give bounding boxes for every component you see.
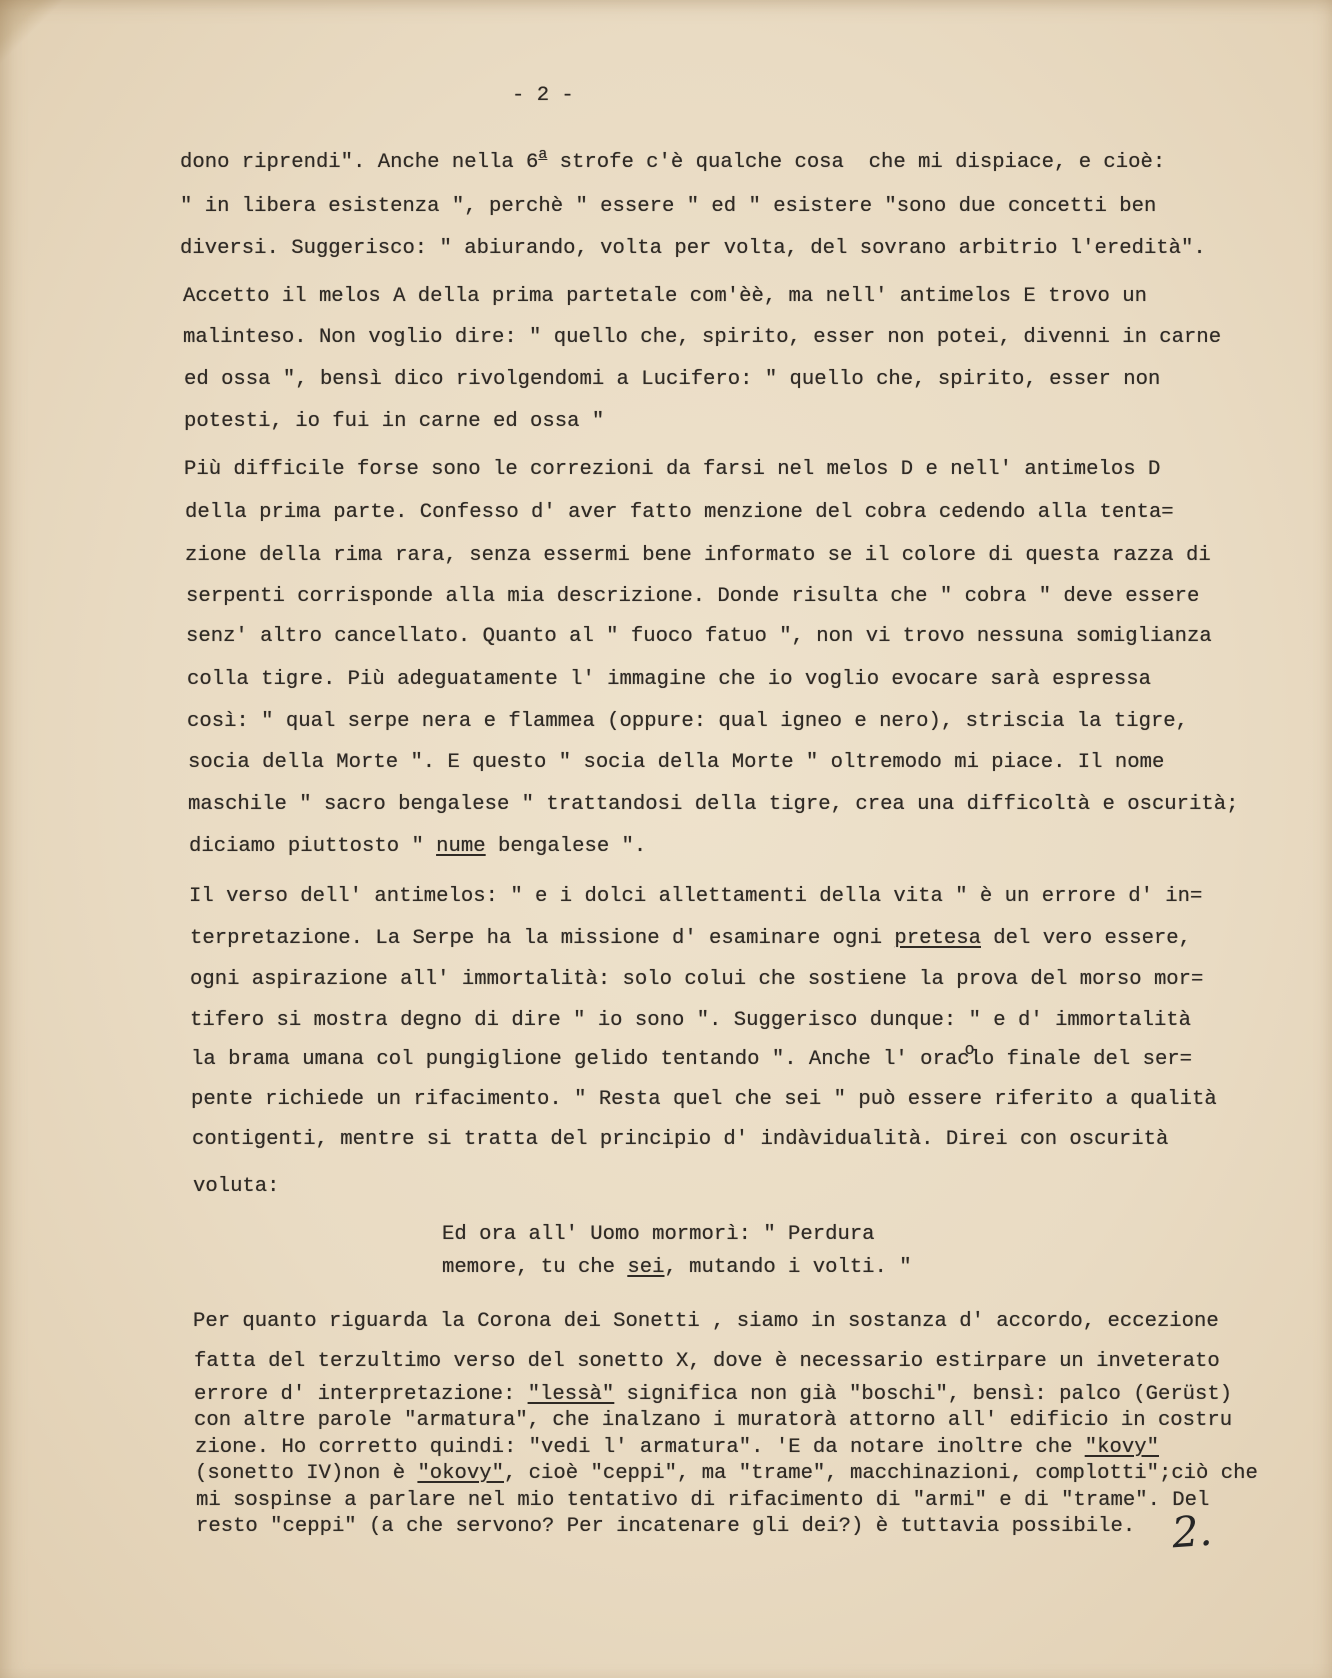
- text-segment: , cioè "ceppi", ma "trame", macchinazioni, complotti";ciò che: [503, 1462, 1258, 1485]
- text-line: [196, 1488, 1209, 1514]
- text-segment: " in libera esistenza ", perchè " essere " ed " esistere "sono due concetti ben: [180, 195, 1157, 218]
- text-segment: strofe c'è qualche cosa che mi dispiace, e cioè:: [547, 151, 1166, 174]
- text-segment: della prima parte. Confesso d' aver fatto menzione del cobra cedendo alla tenta=: [185, 501, 1174, 524]
- text-line: [183, 325, 1221, 351]
- text-line: [185, 500, 1174, 526]
- text-segment: Per quanto riguarda la Corona dei Sonetti , siamo in sostanza d' accordo, eccezione: [193, 1310, 1219, 1333]
- text-line: [186, 584, 1199, 610]
- text-line: [183, 284, 1147, 310]
- text-line: [185, 543, 1211, 569]
- text-line: [190, 967, 1203, 993]
- text-segment: diversi. Suggerisco: " abiurando, volta per volta, del sovrano arbitrio l'eredità".: [180, 237, 1206, 260]
- text-line: [188, 792, 1238, 818]
- superscript-mark: a: [538, 146, 548, 163]
- text-segment: senz' altro cancellato. Quanto al " fuoco fatuo ", non vi trovo nessuna somiglianza: [186, 625, 1212, 648]
- text-segment: voluta:: [193, 1175, 280, 1198]
- underlined-word: pretesa: [894, 927, 981, 950]
- text-line: [189, 884, 1202, 910]
- text-segment: contigenti, mentre si tratta del principio d' indàvidualità. Direi con oscurità: [192, 1128, 1169, 1151]
- text-segment: memore, tu che: [442, 1256, 628, 1279]
- text-line: [189, 834, 646, 860]
- page-number: - 2 -: [512, 84, 574, 107]
- text-segment: resto "ceppi" (a che servono? Per incatenare gli dei?) è tuttavia possibile.: [196, 1515, 1136, 1538]
- text-segment: socia della Morte ". E questo " socia della Morte " oltremodo mi piace. Il nome: [188, 751, 1165, 774]
- text-segment: Ed ora all' Uomo mormorì: " Perdura: [442, 1223, 875, 1246]
- text-line: [180, 146, 1166, 176]
- text-segment: serpenti corrisponde alla mia descrizione. Donde risulta che " cobra " deve essere: [186, 585, 1200, 608]
- text-segment: bengalese ".: [485, 835, 647, 858]
- text-segment: zione della rima rara, senza essermi bene informato se il colore di questa razza di: [185, 544, 1211, 567]
- text-segment: fatta del terzultimo verso del sonetto X, dove è necessario estirpare un inveterato: [194, 1350, 1220, 1373]
- text-line: [442, 1222, 875, 1248]
- text-line: [195, 1461, 1258, 1487]
- text-line: [193, 1174, 280, 1200]
- text-segment: terpretazione. La Serpe ha la missione d' esaminare ogni: [190, 927, 895, 950]
- text-segment: Il verso dell' antimelos: " e i dolci allettamenti della vita " è un errore d' in=: [189, 885, 1203, 908]
- text-line: [187, 667, 1151, 693]
- text-segment: errore d' interpretazione:: [194, 1383, 528, 1406]
- text-line: [194, 1349, 1220, 1375]
- text-segment: mi sospinse a parlare nel mio tentativo di rifacimento di "armi" e di "trame". Del: [196, 1489, 1210, 1512]
- underlined-word: "kovy": [1084, 1436, 1159, 1459]
- text-line: [187, 709, 1188, 735]
- text-segment: malinteso. Non voglio dire: " quello che, spirito, esser non potei, divenni in carne: [183, 326, 1222, 349]
- underlined-word: sei: [627, 1256, 665, 1279]
- text-line: [194, 1408, 1232, 1434]
- text-line: [190, 926, 1191, 952]
- text-segment: significa non già "boschi", bensì: palco (Gerüst): [614, 1383, 1233, 1406]
- text-segment: Più difficile forse sono le correzioni da farsi nel melos D e nell' antimelos D: [184, 458, 1161, 481]
- text-segment: (sonetto IV)non è: [195, 1462, 418, 1485]
- text-line: [194, 1382, 1232, 1408]
- text-segment: potesti, io fui in carne ed ossa ": [184, 410, 605, 433]
- text-line: [186, 624, 1212, 650]
- text-segment: zione. Ho corretto quindi: "vedi l' armatura". 'E da notare inoltre che: [195, 1436, 1085, 1459]
- text-line: [184, 409, 604, 435]
- text-line: [184, 367, 1160, 393]
- handwritten-page-number: 2.: [1170, 1505, 1214, 1558]
- underlined-word: "lessà": [527, 1383, 615, 1406]
- text-segment: così: " qual serpe nera e flammea (oppure: qual igneo e nero), striscia la tigre,: [187, 710, 1189, 733]
- text-line: [180, 194, 1156, 220]
- text-line: [192, 1127, 1168, 1153]
- text-segment: , mutando i volti. ": [664, 1256, 912, 1279]
- text-segment: tifero si mostra degno di dire " io sono ". Suggerisco dunque: " e d' immortalità: [190, 1009, 1192, 1032]
- text-segment: pente richiede un rifacimento. " Resta quel che sei " può essere riferito a qualità: [191, 1088, 1217, 1111]
- text-line: [188, 750, 1164, 776]
- text-line: [195, 1435, 1159, 1461]
- text-segment: ogni aspirazione all' immortalità: solo colui che sostiene la prova del morso mor=: [190, 968, 1204, 991]
- text-segment: del vero essere,: [980, 927, 1192, 950]
- text-segment: ed ossa ", bensì dico rivolgendomi a Lucifero: " quello che, spirito, esser non: [184, 368, 1161, 391]
- text-line: [180, 236, 1206, 262]
- text-line: [190, 1008, 1191, 1034]
- text-line: [193, 1309, 1219, 1335]
- text-line: [442, 1255, 912, 1281]
- text-line: [184, 457, 1160, 483]
- text-line: [196, 1514, 1135, 1540]
- underlined-word: nume: [436, 835, 486, 858]
- text-segment: la brama umana col pungiglione gelido tentando ". Anche l' orac: [191, 1048, 970, 1071]
- text-segment: colla tigre. Più adeguatamente l' immagine che io voglio evocare sarà espressa: [187, 668, 1151, 691]
- text-line: [191, 1087, 1217, 1113]
- text-segment: dono riprendi". Anche nella 6: [180, 151, 539, 174]
- text-segment: Accetto il melos A della prima partetale com'èè, ma nell' antimelos E trovo un: [183, 285, 1147, 308]
- underlined-word: "okovy": [417, 1462, 504, 1485]
- text-line: la brama umana col pungiglione gelido tentando ". Anche l' oracolo finale del ser=: [191, 1040, 1193, 1071]
- text-segment: lo finale del ser=: [969, 1048, 1193, 1071]
- text-segment: con altre parole "armatura", che inalzano i muratorà attorno all' edificio in costru: [194, 1409, 1233, 1432]
- text-segment: maschile " sacro bengalese " trattandosi della tigre, crea una difficoltà e oscurità;: [188, 793, 1239, 816]
- text-segment: diciamo piuttosto ": [189, 835, 437, 858]
